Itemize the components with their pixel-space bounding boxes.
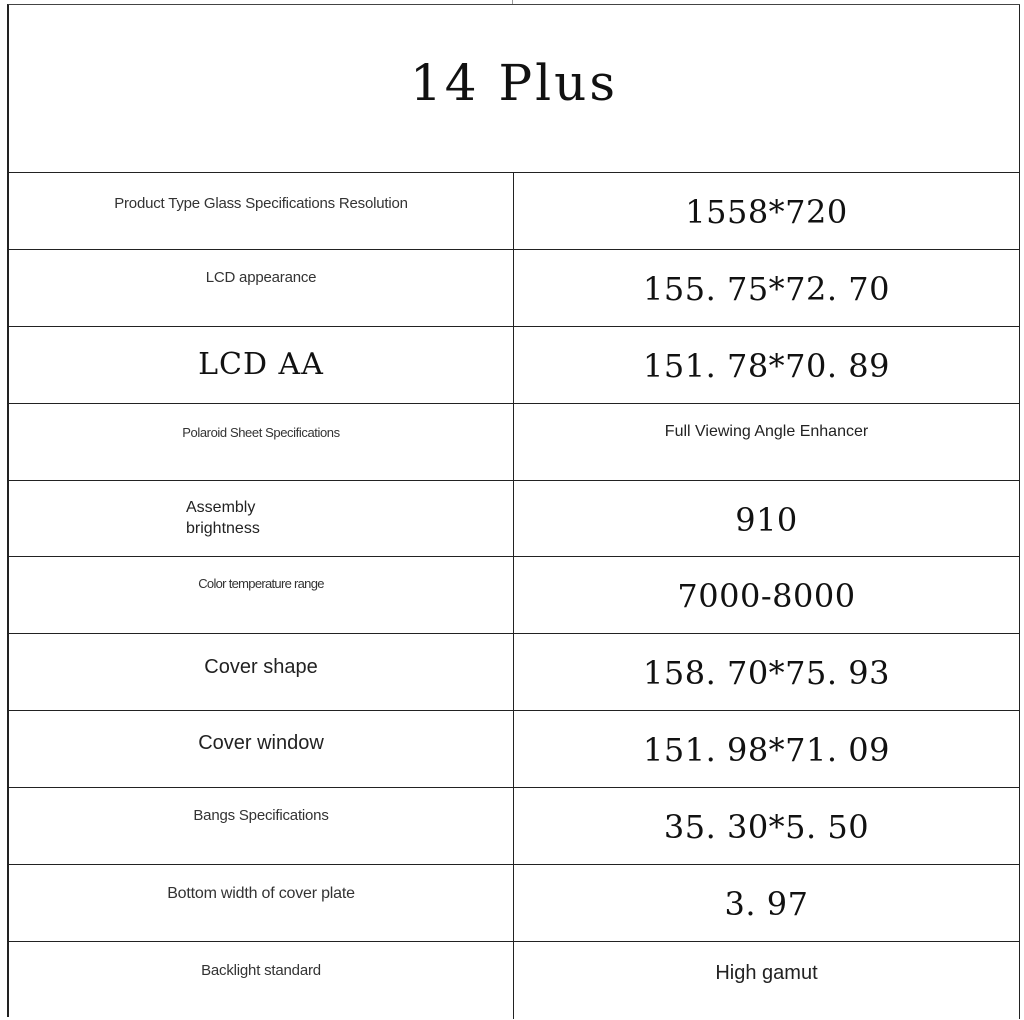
row-value: 7000-8000 [677, 577, 856, 616]
label-cell [9, 173, 514, 249]
label-cell [9, 788, 514, 864]
row-value: 910 [735, 500, 798, 539]
row-label: Bottom width of cover plate [167, 885, 355, 903]
label-cell [9, 634, 514, 710]
row-label-line: brightness [186, 519, 260, 537]
row-label: Backlight standard [201, 961, 321, 979]
label-cell [9, 404, 514, 480]
value-cell [514, 173, 1019, 249]
value-cell [514, 865, 1019, 941]
value-cell [514, 327, 1019, 403]
row-value: 155. 75*72. 70 [643, 269, 890, 308]
value-cell [514, 711, 1019, 787]
row-value: 1558*720 [685, 193, 848, 231]
table-row [9, 557, 1019, 634]
row-value: 158. 70*75. 93 [643, 654, 890, 693]
spec-table [9, 173, 1020, 1019]
label-cell [9, 711, 514, 787]
value-cell [514, 404, 1019, 480]
page-title: 14 Plus [409, 53, 618, 112]
value-cell [514, 942, 1019, 1019]
value-cell [514, 634, 1019, 710]
row-label: LCD AA [198, 346, 324, 382]
row-value: 151. 78*70. 89 [643, 346, 890, 385]
title-box [9, 5, 1020, 173]
table-row [9, 173, 1019, 250]
value-cell [514, 557, 1019, 633]
table-row [9, 788, 1019, 865]
row-label: Bangs Specifications [193, 807, 329, 825]
table-row [9, 404, 1019, 481]
value-cell [514, 250, 1019, 326]
row-value: 35. 30*5. 50 [663, 808, 870, 847]
row-value: Full Viewing Angle Enhancer [664, 422, 869, 440]
label-cell [9, 481, 514, 557]
row-label: LCD appearance [205, 268, 317, 286]
label-cell [9, 327, 514, 403]
table-row [9, 634, 1019, 711]
table-row [9, 250, 1019, 327]
table-row [9, 327, 1019, 404]
row-value: High gamut [715, 961, 818, 984]
row-label: Cover window [198, 732, 324, 755]
row-label: Cover shape [204, 656, 318, 679]
spec-sheet [7, 4, 1020, 1017]
table-row [9, 481, 1019, 558]
row-value: 151. 98*71. 09 [643, 731, 890, 770]
row-label: Polaroid Sheet Specifications [182, 424, 340, 440]
value-cell [514, 481, 1019, 557]
value-cell [514, 788, 1019, 864]
label-cell [9, 250, 514, 326]
row-label: Product Type Glass Specifications Resolution [114, 195, 408, 212]
row-label-line: Assembly [186, 498, 256, 516]
row-label: Color temperature range [198, 576, 324, 592]
row-label [186, 497, 260, 539]
table-row [9, 711, 1019, 788]
label-cell [9, 942, 514, 1019]
row-value: 3. 97 [724, 885, 809, 924]
table-row [9, 865, 1019, 942]
label-cell [9, 865, 514, 941]
label-cell [9, 557, 514, 633]
table-row [9, 942, 1019, 1019]
